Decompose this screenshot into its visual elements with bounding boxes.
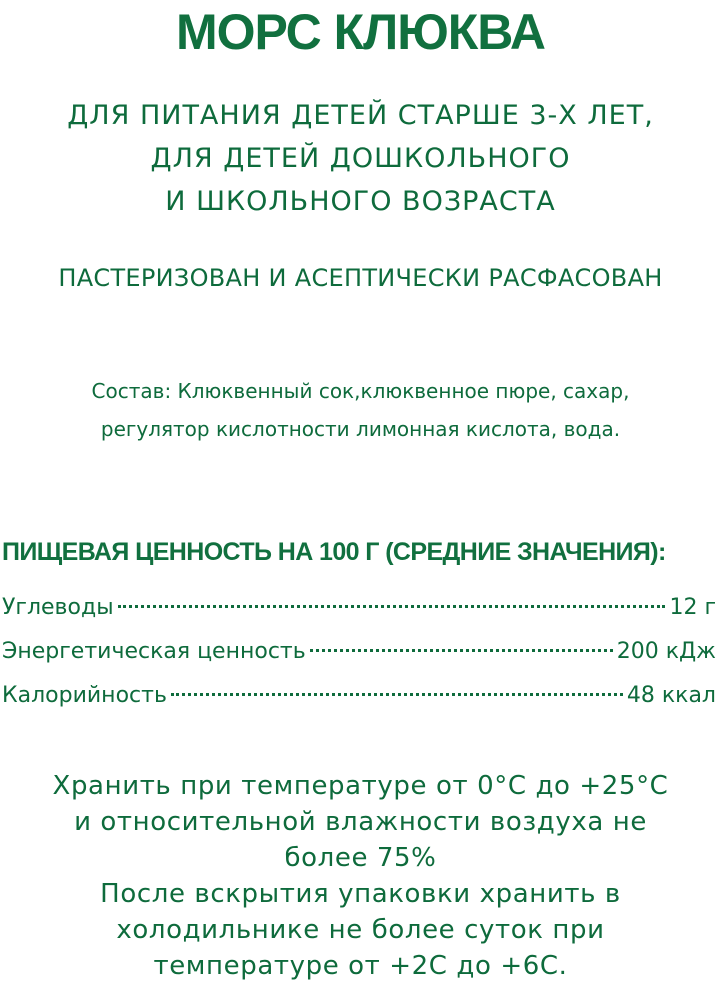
storage-line: и относительной влажности воздуха не	[74, 807, 647, 837]
subtitle-line: ДЛЯ ПИТАНИЯ ДЕТЕЙ СТАРШЕ 3-Х ЛЕТ,	[67, 100, 654, 131]
composition-line: Состав: Клюквенный сок,клюквенное пюре, сахар,	[91, 379, 630, 403]
nutrition-label: Углеводы	[2, 595, 114, 620]
dot-leader	[171, 693, 623, 696]
nutrition-list	[2, 586, 716, 718]
nutrition-row-carbs	[2, 586, 716, 630]
age-subtitle	[0, 94, 721, 223]
storage-conditions	[0, 768, 721, 984]
nutrition-value: 12 г	[669, 595, 716, 620]
nutrition-value: 48 ккал	[626, 683, 716, 708]
dot-leader	[310, 649, 613, 652]
storage-line: более 75%	[284, 843, 437, 873]
product-title: МОРС КЛЮКВА	[175, 4, 546, 60]
subtitle-line: ДЛЯ ДЕТЕЙ ДОШКОЛЬНОГО	[150, 143, 571, 174]
processing-note: ПАСТЕРИЗОВАН И АСЕПТИЧЕСКИ РАСФАСОВАН	[58, 264, 663, 292]
nutrition-label: Калорийность	[2, 683, 167, 708]
nutrition-row-calories	[2, 674, 716, 718]
composition-line: регулятор кислотности лимонная кислота, вода.	[100, 417, 621, 441]
subtitle-line: И ШКОЛЬНОГО ВОЗРАСТА	[165, 186, 556, 217]
nutrition-label: Энергетическая ценность	[2, 639, 306, 664]
storage-line: холодильнике не более суток при	[116, 915, 605, 945]
nutrition-value: 200 кДж	[616, 639, 716, 664]
storage-line: температуре от +2С до +6С.	[153, 951, 568, 981]
nutrition-header: ПИЩЕВАЯ ЦЕННОСТЬ НА 100 Г (СРЕДНИЕ ЗНАЧЕНИЯ):	[2, 538, 666, 566]
storage-line: Хранить при температуре от 0°С до +25°С	[52, 771, 669, 801]
dot-leader	[118, 605, 666, 608]
storage-line: После вскрытия упаковки хранить в	[100, 879, 621, 909]
nutrition-row-energy	[2, 630, 716, 674]
composition-block	[0, 372, 721, 448]
